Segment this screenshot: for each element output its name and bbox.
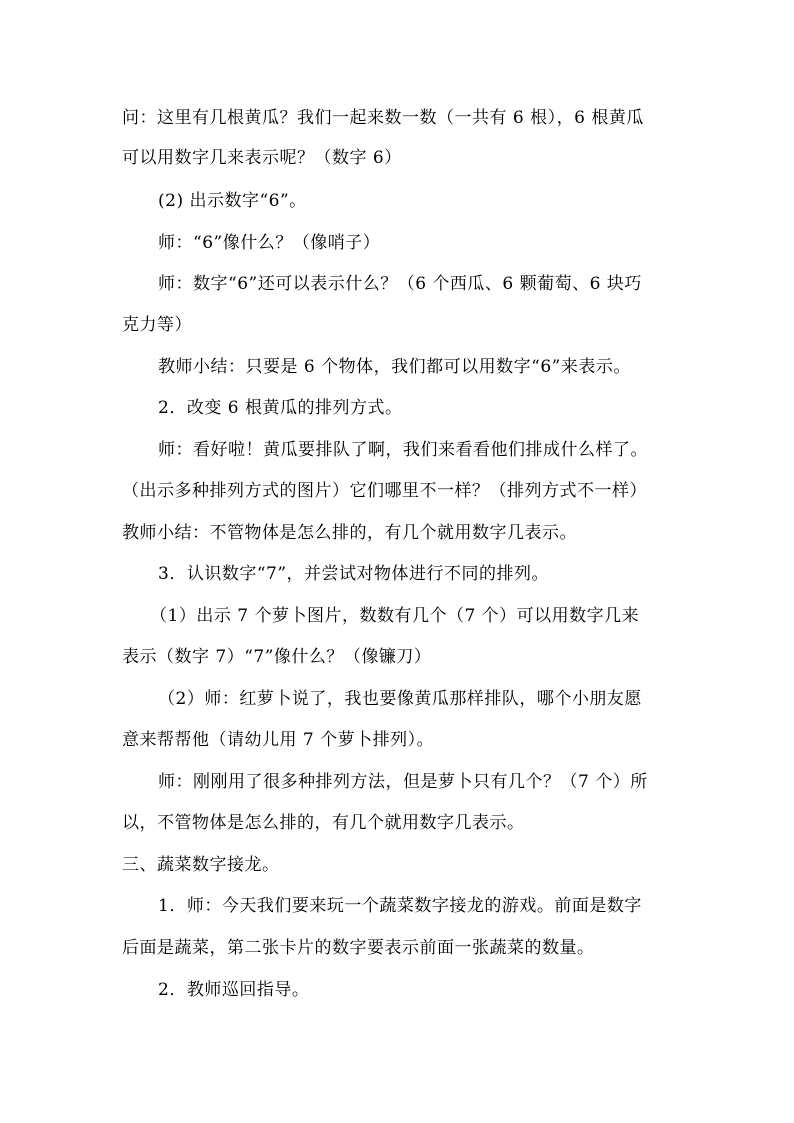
paragraph-line: 意来帮帮他（请幼儿用 7 个萝卜排列）。 <box>122 730 435 750</box>
paragraph-line: 2．教师巡回指导。 <box>158 980 310 1000</box>
paragraph-line: 师：刚刚用了很多种排列方法，但是萝卜只有几个？（7 个）所 <box>158 772 648 792</box>
paragraph-line: (2) 出示数字“6”。 <box>158 191 307 211</box>
paragraph-line: （1）出示 7 个萝卜图片，数数有几个（7 个）可以用数字几来 <box>150 606 640 626</box>
paragraph-line: 师：“6”像什么？（像哨子） <box>158 233 381 253</box>
paragraph-line: 教师小结：不管物体是怎么排的，有几个就用数字几表示。 <box>122 523 577 543</box>
section-heading: 三、蔬菜数字接龙。 <box>122 855 280 875</box>
paragraph-line: 问：这里有几根黄瓜？我们一起来数一数（一共有 6 根），6 根黄瓜 <box>122 108 644 128</box>
paragraph-line: 可以用数字几来表示呢？（数字 6） <box>122 148 402 168</box>
paragraph-line: 3．认识数字“7”，并尝试对物体进行不同的排列。 <box>158 564 550 584</box>
paragraph-line: 2．改变 6 根黄瓜的排列方式。 <box>158 398 403 418</box>
paragraph-line: 克力等） <box>122 315 192 335</box>
paragraph-line: 后面是蔬菜，第二张卡片的数字要表示前面一张蔬菜的数量。 <box>122 938 595 958</box>
paragraph-line: 师：看好啦！黄瓜要排队了啊，我们来看看他们排成什么样了。 <box>158 440 648 460</box>
paragraph-line: 教师小结：只要是 6 个物体，我们都可以用数字“6”来表示。 <box>158 357 631 377</box>
paragraph-line: 以，不管物体是怎么排的，有几个就用数字几表示。 <box>122 813 525 833</box>
paragraph-line: 师：数字“6”还可以表示什么？（6 个西瓜、6 颗葡萄、6 块巧 <box>158 274 642 294</box>
paragraph-line: （2）师：红萝卜说了，我也要像黄瓜那样排队，哪个小朋友愿 <box>158 689 642 709</box>
paragraph-line: 1．师：今天我们要来玩一个蔬菜数字接龙的游戏。前面是数字 <box>158 896 642 916</box>
paragraph-line: 表示（数字 7）“7”像什么？（像镰刀） <box>122 647 432 667</box>
paragraph-line: （出示多种排列方式的图片）它们哪里不一样？（排列方式不一样） <box>122 481 647 501</box>
